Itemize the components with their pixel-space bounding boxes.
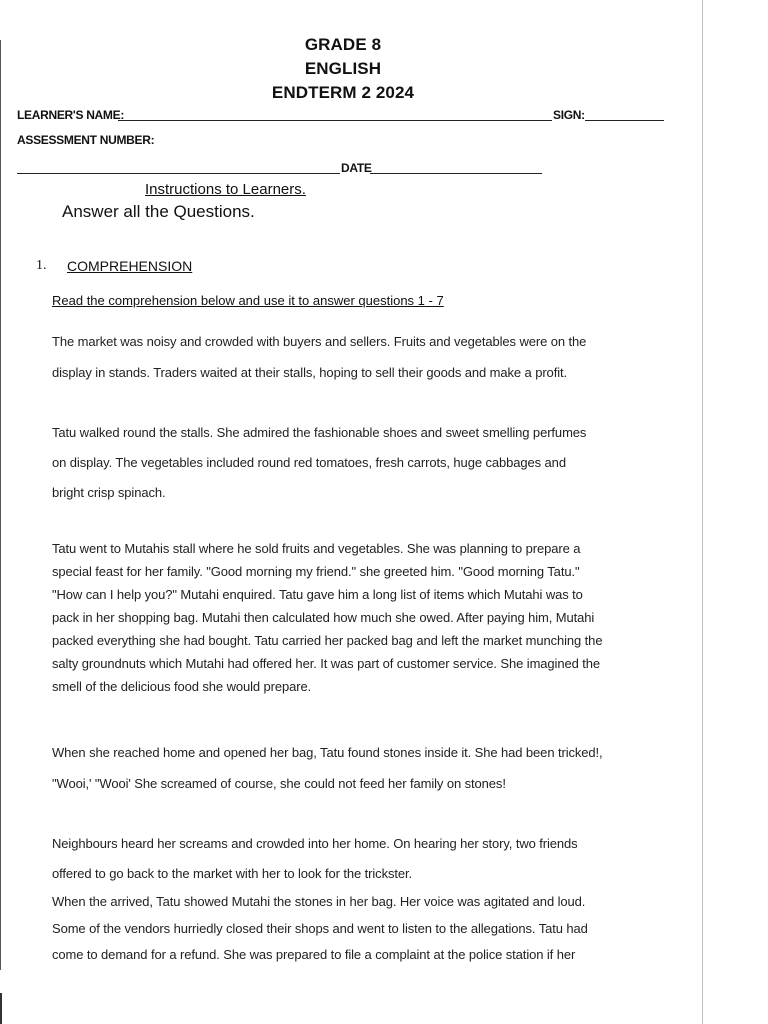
section-instruction: Read the comprehension below and use it to answer questions 1 - 7 — [52, 293, 444, 308]
passage-line: pack in her shopping bag. Mutahi then calculated how much she owed. After paying him, Mutahi — [52, 610, 595, 625]
passage-line: bright crisp spinach. — [52, 485, 166, 500]
assessment-number-label: ASSESSMENT NUMBER: — [17, 133, 155, 147]
grade-heading: GRADE 8 — [304, 35, 382, 54]
passage-line: special feast for her family. "Good morning my friend." she greeted him. "Good morning Tatu." — [52, 564, 580, 579]
sign-label: SIGN: — [553, 108, 585, 122]
date-label: DATE — [341, 161, 372, 175]
passage-line: display in stands. Traders waited at their stalls, hoping to sell their goods and make a profit. — [52, 365, 568, 380]
instructions-title: Instructions to Learners. — [145, 181, 306, 198]
instructions-text: Answer all the Questions. — [62, 202, 255, 221]
section-number: 1. — [36, 258, 47, 273]
page-left-border-fragment — [0, 993, 2, 1024]
passage-line: The market was noisy and crowded with buyers and sellers. Fruits and vegetables were on the — [52, 334, 587, 349]
passage-line: Neighbours heard her screams and crowded into her home. On hearing her story, two friends — [52, 836, 578, 851]
passage-line: Tatu walked round the stalls. She admired the fashionable shoes and sweet smelling perfumes — [52, 425, 587, 440]
page-right-edge — [702, 0, 703, 1024]
learner-name-blank[interactable] — [118, 120, 552, 121]
passage-line: salty groundnuts which Mutahi had offered her. It was part of customer service. She imagined the — [52, 656, 601, 671]
section-title: COMPREHENSION — [67, 258, 193, 274]
passage-line: When the arrived, Tatu showed Mutahi the stones in her bag. Her voice was agitated and loud. — [52, 894, 586, 909]
passage-line: "How can I help you?" Mutahi enquired. Tatu gave him a long list of items which Mutahi was to — [52, 587, 583, 602]
passage-line: When she reached home and opened her bag, Tatu found stones inside it. She had been tricked!, — [52, 745, 603, 760]
page-left-border — [0, 40, 1, 970]
passage-line: Tatu went to Mutahis stall where he sold fruits and vegetables. She was planning to prepare a — [52, 541, 581, 556]
learner-name-label: LEARNER'S NAME: — [17, 108, 125, 122]
assessment-number-blank[interactable] — [17, 173, 340, 174]
subject-heading: ENGLISH — [304, 59, 382, 78]
date-blank[interactable] — [370, 173, 542, 174]
passage-line: smell of the delicious food she would prepare. — [52, 679, 312, 694]
passage-line: Some of the vendors hurriedly closed their shops and went to listen to the allegations. Tatu had — [52, 921, 588, 936]
passage-line: come to demand for a refund. She was prepared to file a complaint at the police station if her — [52, 947, 576, 962]
passage-line: on display. The vegetables included round red tomatoes, fresh carrots, huge cabbages and — [52, 455, 566, 470]
passage-line: packed everything she had bought. Tatu carried her packed bag and left the market munching the — [52, 633, 603, 648]
passage-line: offered to go back to the market with her to look for the trickster. — [52, 866, 413, 881]
sign-blank[interactable] — [585, 120, 664, 121]
passage-line: "Wooi,' "Wooi' She screamed of course, she could not feed her family on stones! — [52, 776, 506, 791]
exam-heading: ENDTERM 2 2024 — [271, 83, 415, 102]
